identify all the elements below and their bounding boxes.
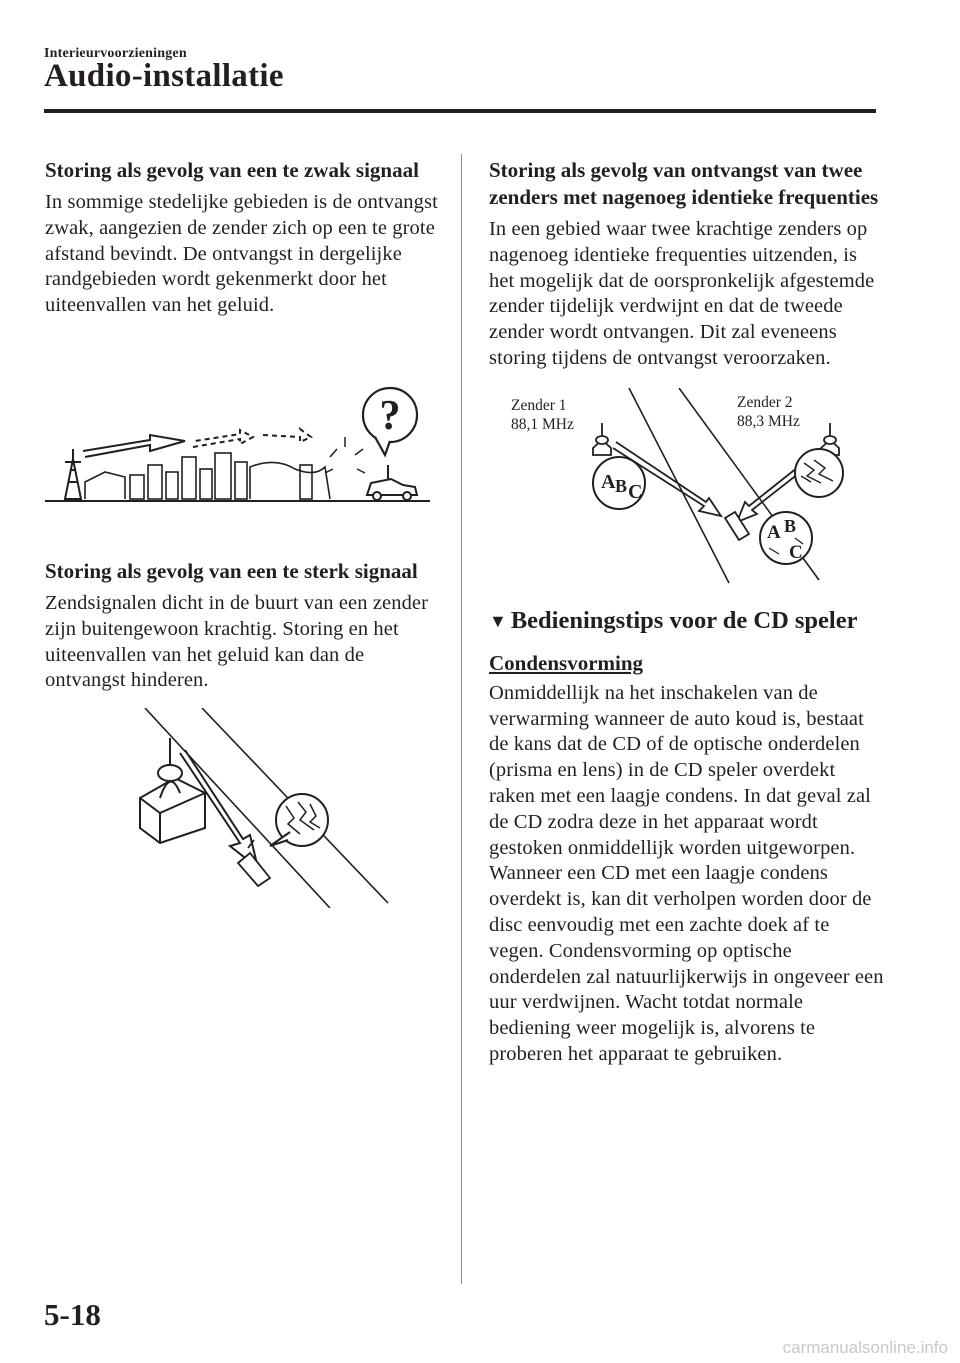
- dual-transmitter-illustration: [489, 388, 869, 588]
- cd-section-title: Bedieningstips voor de CD speler: [510, 606, 858, 634]
- noise-bubble-icon: [270, 794, 328, 846]
- condensation-heading: Condensvorming: [489, 650, 644, 675]
- page-title: Audio-installatie: [44, 58, 284, 94]
- dual-transmitter-text: In een gebied waar twee krachtige zenders op nagenoeg identieke frequenties uitzenden, is het mogelijk dat de oorspronkelijk afgestemde zender tijdelijk verdwijnt en dat de tweede zender wordt ontvangen. Dit zal eveneens storing tijdens de ontvangst veroorzaken.: [489, 218, 875, 369]
- strong-signal-illustration: [130, 708, 390, 908]
- transmitter1-freq: 88,1 MHz: [511, 415, 574, 433]
- weak-signal-text: In sommige stedelijke gebieden is de ontvangst zwak, aangezien de zender zich op een te grote afstand bevindt. De ontvangst in dergelijke randgebieden wordt gekenmerkt door het uiteenvallen van het geluid.: [45, 191, 438, 317]
- transmitter1-icon: [593, 423, 611, 455]
- transmitter-tower-icon: [65, 449, 81, 499]
- city-skyline: [85, 453, 330, 499]
- strong-signal-heading: Storing als gevolg van een te sterk signaal: [45, 558, 418, 583]
- watermark: carmanualsonline.info: [782, 1338, 948, 1357]
- car-icon: [367, 465, 417, 500]
- transmitter2-freq: 88,3 MHz: [737, 412, 800, 430]
- svg-text:A: A: [601, 470, 616, 493]
- page-number: 5-18: [44, 1297, 101, 1332]
- svg-text:B: B: [615, 475, 628, 496]
- dual-transmitter-heading: Storing als gevolg van ontvangst van twee zenders met nagenoeg identieke frequenties: [489, 158, 879, 209]
- transmitter-tower-icon: [140, 738, 205, 843]
- svg-text:?: ?: [379, 392, 401, 439]
- svg-text:A: A: [767, 521, 781, 543]
- weak-signal-illustration: [45, 377, 430, 512]
- cd-section-heading: [489, 606, 884, 636]
- svg-text:B: B: [784, 515, 797, 536]
- svg-text:C: C: [789, 541, 803, 563]
- condensation-text: Onmiddellijk na het inschakelen van de verwarming wanneer de auto koud is, bestaat de kans dat de CD of de optische onderdelen (prisma en lens) in de CD speler overdekt raken met een laagje condens. In dat geval zal de CD zodra deze in het apparaat wordt gestoken onmiddellijk worden uitgeworpen. Wanneer een CD met een laagje condens overdekt is, kan dit verholpen worden door de disc eenvoudig met een zachte doek af te vegen. Condensvorming op optische onderdelen zal natuurlijkerwijs in ongeveer een uur verdwijnen. Wacht totdat normale bediening weer mogelijk is, alvorens te proberen het apparaat te gebruiken.: [489, 681, 884, 1065]
- car-icon: [725, 512, 749, 540]
- noise-bubble-icon: [795, 449, 843, 497]
- title-rule: [44, 109, 876, 113]
- signal-arrow-icon: [83, 429, 311, 457]
- mixed-signal-bubble-icon: [760, 512, 812, 564]
- transmitter1-name: Zender 1: [511, 396, 567, 414]
- left-column: [45, 157, 440, 908]
- triangle-marker-icon: ▼: [489, 610, 507, 631]
- weak-signal-heading: Storing als gevolg van een te zwak signaal: [45, 158, 419, 182]
- section-label: Interieurvoorzieningen: [44, 46, 187, 61]
- transmitter2-name: Zender 2: [737, 393, 793, 411]
- column-divider: [461, 154, 462, 1284]
- noise-sparks-icon: [325, 437, 365, 473]
- strong-signal-text: Zendsignalen dicht in de buurt van een zender zijn buitengewoon krachtig. Storing en het uiteenvallen van het geluid kan dan de ontvangst hinderen.: [45, 591, 429, 692]
- abc-bubble-icon: [593, 457, 645, 509]
- car-icon: [238, 840, 270, 886]
- right-column: [489, 157, 884, 1068]
- question-bubble-icon: [363, 388, 417, 455]
- svg-text:C: C: [628, 480, 643, 503]
